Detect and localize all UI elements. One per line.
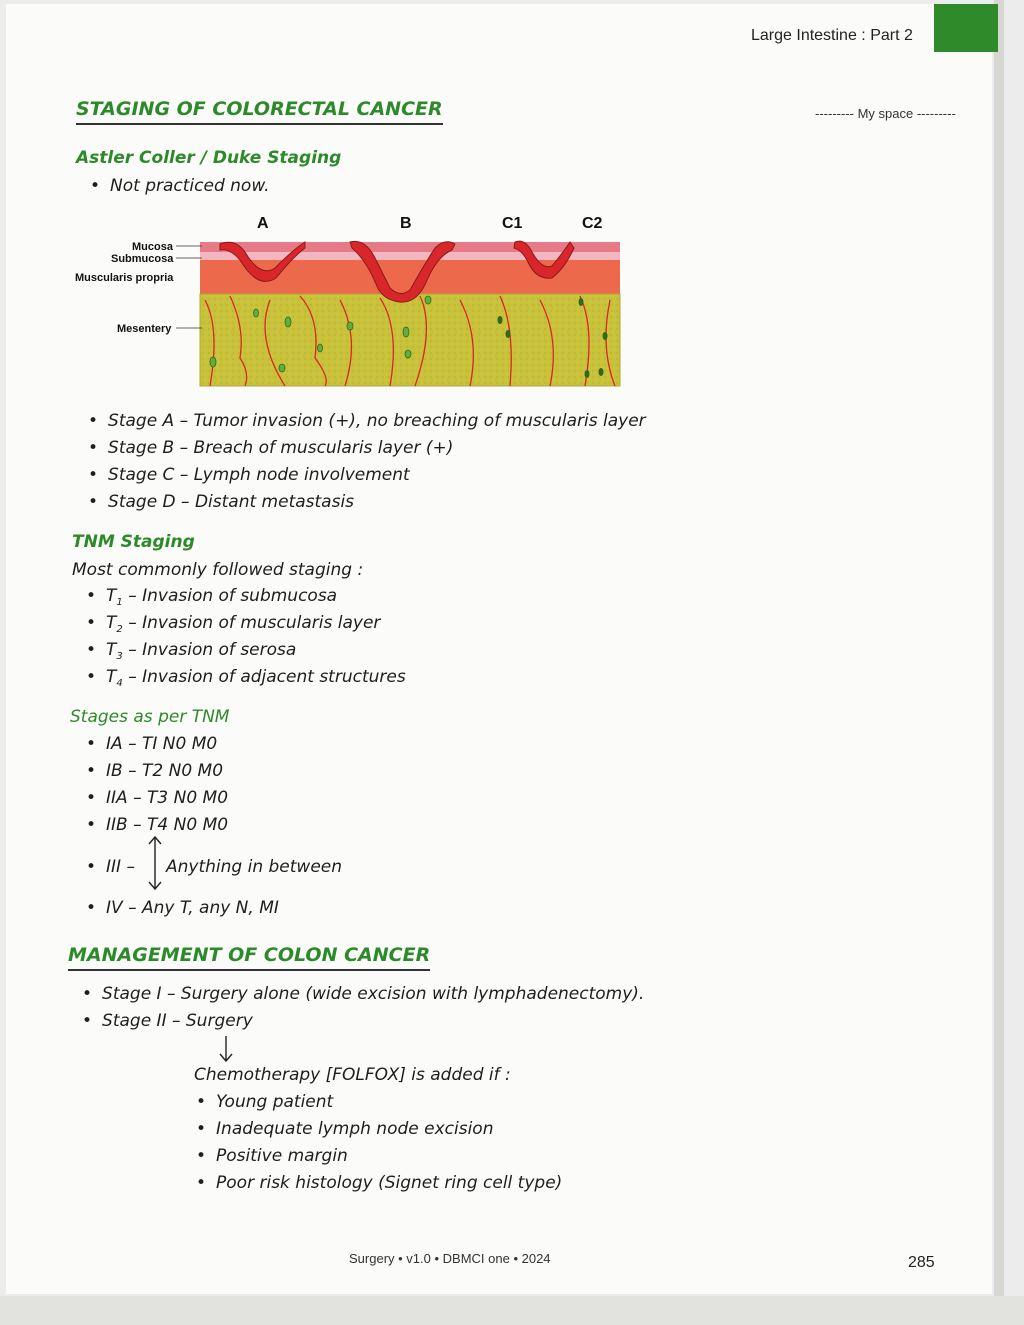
mucosa-layer xyxy=(200,242,620,252)
chemo-condition: • Poor risk histology (Signet ring cell type) xyxy=(196,1173,562,1193)
stage-iia: • IIA – T3 N0 M0 xyxy=(86,788,228,808)
page-edge-bottom xyxy=(0,1296,1024,1325)
double-arrow-icon xyxy=(146,834,164,892)
stage-iv: • IV – Any T, any N, MI xyxy=(86,898,279,918)
stages-tnm-heading: Stages as per TNM xyxy=(70,707,230,727)
letter-b: B xyxy=(400,215,412,232)
chemo-condition: • Positive margin xyxy=(196,1146,348,1166)
duke-stage-a: • Stage A – Tumor invasion (+), no breaching of muscularis layer xyxy=(88,411,646,431)
label-mucosa: Mucosa xyxy=(132,241,173,253)
my-space-label: --------- My space --------- xyxy=(815,106,956,121)
section-title-staging: STAGING OF COLORECTAL CANCER xyxy=(76,98,443,125)
chemo-condition: • Young patient xyxy=(196,1092,333,1112)
astler-note: • Not practiced now. xyxy=(90,176,270,196)
management-stage-2: • Stage II – Surgery xyxy=(82,1011,253,1031)
letter-c1: C1 xyxy=(502,215,523,232)
tnm-t3: • $T_3$ – Invasion of serosa xyxy=(86,640,296,662)
mesentery-layer xyxy=(200,294,620,386)
tnm-t2: • $T_2$ – Invasion of muscularis layer xyxy=(86,613,380,635)
letter-c2: C2 xyxy=(582,215,603,232)
duke-stage-c: • Stage C – Lymph node involvement xyxy=(88,465,410,485)
page-number: 285 xyxy=(908,1254,935,1271)
stage-iii: • III – xyxy=(86,857,135,877)
stage-ia: • IA – TI N0 M0 xyxy=(86,734,217,754)
management-stage-1: • Stage I – Surgery alone (wide excision with lymphadenectomy). xyxy=(82,984,644,1004)
down-arrow-icon xyxy=(218,1034,234,1064)
tnm-t1: • $T_1$ – Invasion of submucosa xyxy=(86,586,337,608)
tnm-heading: TNM Staging xyxy=(72,532,195,552)
duke-stage-b: • Stage B – Breach of muscularis layer (+) xyxy=(88,438,453,458)
stage-iib: • IIB – T4 N0 M0 xyxy=(86,815,228,835)
stage-ib: • IB – T2 N0 M0 xyxy=(86,761,223,781)
chapter-tab xyxy=(934,4,998,52)
section-title-management: MANAGEMENT OF COLON CANCER xyxy=(68,944,430,971)
tnm-t4: • $T_4$ – Invasion of adjacent structures xyxy=(86,667,406,689)
chapter-title: Large Intestine : Part 2 xyxy=(751,27,913,44)
footer-text: Surgery • v1.0 • DBMCI one • 2024 xyxy=(349,1251,551,1266)
submucosa-layer xyxy=(200,252,620,260)
page-edge-right xyxy=(994,0,1004,1300)
stage-iii-text: Anything in between xyxy=(166,857,343,877)
label-submucosa: Submucosa xyxy=(111,253,174,265)
chemo-intro: Chemotherapy [FOLFOX] is added if : xyxy=(194,1065,511,1085)
astler-coller-heading: Astler Coller / Duke Staging xyxy=(76,148,342,168)
label-mesentery: Mesentery xyxy=(117,323,172,335)
label-muscularis: Muscularis propria xyxy=(75,272,174,284)
chemo-condition: • Inadequate lymph node excision xyxy=(196,1119,494,1139)
duke-stage-d: • Stage D – Distant metastasis xyxy=(88,492,354,512)
tnm-intro: Most commonly followed staging : xyxy=(72,560,364,580)
duke-staging-diagram xyxy=(70,208,630,390)
letter-a: A xyxy=(257,215,269,232)
